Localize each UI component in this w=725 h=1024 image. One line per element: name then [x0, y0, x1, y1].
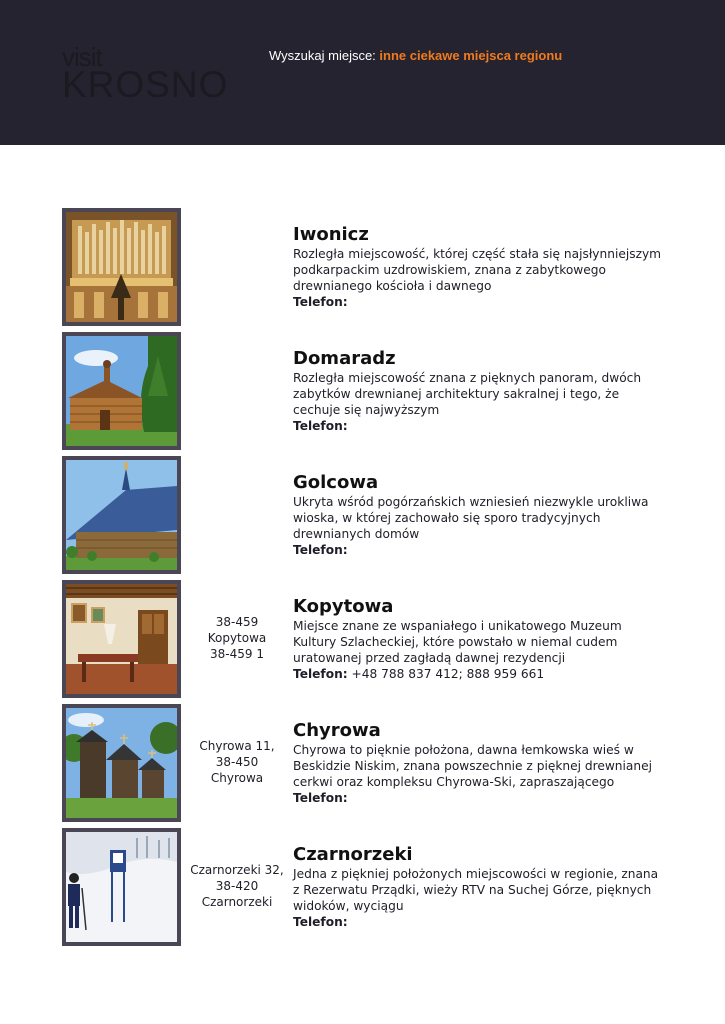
place-name[interactable]: Golcowa [293, 472, 379, 493]
place-address: Chyrowa 11, 38-450 Chyrowa [199, 739, 275, 785]
place-entry-golcowa [0, 456, 725, 574]
page-header [0, 0, 725, 145]
logo-krosno-text: KROSNO [62, 64, 229, 105]
place-phone: Telefon: [293, 419, 348, 433]
church-organ-interior-icon [66, 212, 177, 322]
wooden-church-exterior-icon [66, 336, 177, 446]
place-name[interactable]: Iwonicz [293, 224, 369, 245]
place-entry-iwonicz [0, 208, 725, 326]
place-description: Ukryta wśród pogórzańskich wzniesień niezwykle urokliwa wioska, w której zachowało się sporo tradycyjnych drewnianych domów [293, 495, 649, 541]
place-phone: Telefon: [293, 915, 348, 929]
place-info [293, 596, 663, 682]
place-entry-chyrowa [0, 704, 725, 822]
place-thumbnail[interactable] [62, 332, 181, 450]
place-description: Jedna z piękniej położonych miejscowości w regionie, znana z Rezerwatu Prządki, wieży RTV na Suchej Górze, pięknych widoków, wyciągu [293, 867, 659, 913]
search-bar [269, 48, 562, 63]
place-phone: Telefon: +48 788 837 412; 888 959 661 [293, 667, 545, 681]
place-description: Miejsce znane ze wspaniałego i unikatowego Muzeum Kultury Szlacheckiej, które powstało w niemal cudem uratowanej przed zagładą dawnej rezydencji [293, 619, 622, 665]
search-link[interactable]: inne ciekawe miejsca regionu [379, 48, 563, 63]
place-name[interactable]: Chyrowa [293, 720, 381, 741]
place-info [293, 348, 663, 434]
place-name[interactable]: Domaradz [293, 348, 396, 369]
place-thumbnail[interactable] [62, 208, 181, 326]
orthodox-church-icon [66, 708, 177, 818]
phone-number[interactable]: +48 788 837 412; 888 959 661 [351, 667, 545, 681]
place-info [293, 720, 663, 806]
place-entry-domaradz [0, 332, 725, 450]
visit-krosno-logo[interactable] [62, 42, 229, 105]
place-info [293, 472, 663, 558]
place-description: Chyrowa to pięknie położona, dawna łemkowska wieś w Beskidzie Niskim, znana powszechnie z pięknej drewnianej cerkwi oraz kompleksu Chyrowa-Ski, zapraszającego [293, 743, 652, 789]
place-name[interactable]: Kopytowa [293, 596, 394, 617]
place-info [293, 224, 663, 310]
place-entry-czarnorzeki [0, 828, 725, 946]
place-thumbnail[interactable] [62, 828, 181, 946]
place-name[interactable]: Czarnorzeki [293, 844, 413, 865]
place-thumbnail[interactable] [62, 580, 181, 698]
place-entry-kopytowa [0, 580, 725, 698]
place-address: 38-459 Kopytowa 38-459 1 [207, 615, 267, 661]
place-phone: Telefon: [293, 295, 348, 309]
search-label: Wyszukaj miejsce: [269, 48, 376, 63]
place-address: Czarnorzeki 32, 38-420 Czarnorzeki [190, 863, 284, 909]
manor-interior-icon [66, 584, 177, 694]
place-description: Rozległa miejscowość znana z pięknych panoram, dwóch zabytków drewnianej architektury sakralnej i tego, że cechuje się najwyższym [293, 371, 642, 417]
place-info [293, 844, 663, 930]
ski-slope-icon [66, 832, 177, 942]
logo-visit-text: visit [62, 42, 102, 72]
wooden-church-blue-roof-icon [66, 460, 177, 570]
place-thumbnail[interactable] [62, 456, 181, 574]
place-phone: Telefon: [293, 791, 348, 805]
place-phone: Telefon: [293, 543, 348, 557]
place-thumbnail[interactable] [62, 704, 181, 822]
place-description: Rozległa miejscowość, której część stała się najsłynniejszym podkarpackim uzdrowiskiem, znana z zabytkowego drewnianego kościoła i dawnego [293, 247, 662, 293]
